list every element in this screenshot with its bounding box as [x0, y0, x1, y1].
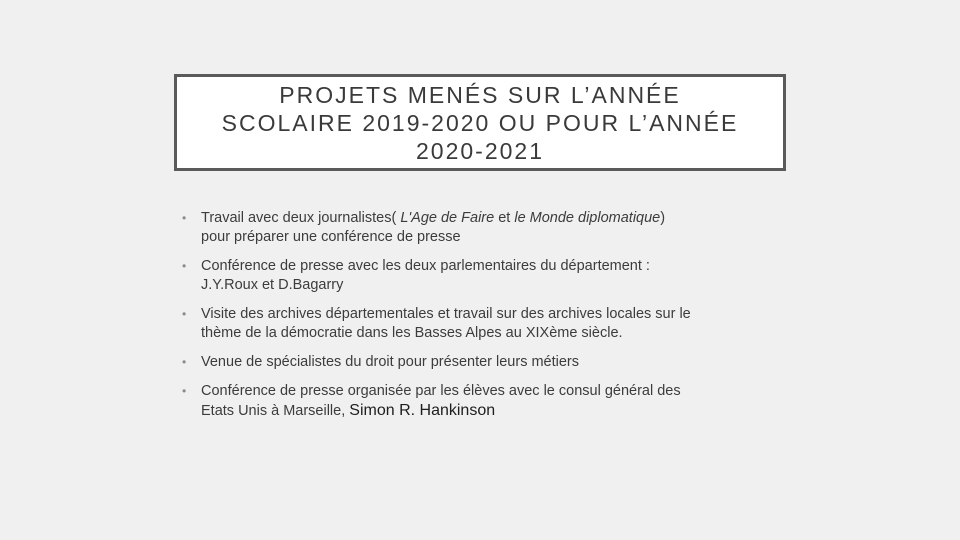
bullet-dot-icon: • [182, 355, 187, 369]
bullet-item-journalists [182, 209, 802, 247]
bullet-line: Conférence de presse avec les deux parlementaires du département : [201, 258, 650, 274]
bullet-line: Conférence de presse organisée par les élèves avec le consul général des [201, 383, 681, 399]
bullet-text: Travail avec deux journalistes( [201, 210, 401, 226]
bullet-text: et [494, 210, 515, 226]
bullet-item-archives [182, 305, 802, 343]
bullet-dot-icon: • [182, 384, 187, 398]
bullet-line: pour préparer une conférence de presse [201, 229, 461, 245]
bullet-line [201, 401, 802, 421]
bullet-line: Venue de spécialistes du droit pour présenter leurs métiers [201, 354, 580, 370]
bullet-text: ) [660, 210, 666, 226]
title-line-1: PROJETS MENÉS SUR L’ANNÉE [279, 81, 681, 108]
title-box [174, 74, 786, 171]
bullet-dot-icon: • [182, 259, 187, 273]
bullet-text: Etats Unis à Marseille, [201, 403, 350, 419]
newspaper-name: le Monde diplomatique [514, 210, 661, 226]
title-line-3: 2020-2021 [416, 137, 544, 164]
bullet-line: J.Y.Roux et D.Bagarry [201, 277, 344, 293]
consul-name: Simon R. Hankinson [349, 402, 496, 419]
bullet-list [182, 209, 802, 431]
newspaper-name: L'Age de Faire [400, 210, 495, 226]
bullet-dot-icon: • [182, 211, 187, 225]
bullet-line [201, 209, 802, 228]
bullet-item-press-conference [182, 257, 802, 295]
bullet-line: Visite des archives départementales et travail sur des archives locales sur le [201, 306, 691, 322]
bullet-line: thème de la démocratie dans les Basses Alpes au XIXème siècle. [201, 325, 623, 341]
bullet-item-consul [182, 382, 802, 421]
bullet-dot-icon: • [182, 307, 187, 321]
bullet-item-law-specialists [182, 353, 802, 372]
title-line-2: SCOLAIRE 2019-2020 OU POUR L’ANNÉE [221, 109, 739, 136]
